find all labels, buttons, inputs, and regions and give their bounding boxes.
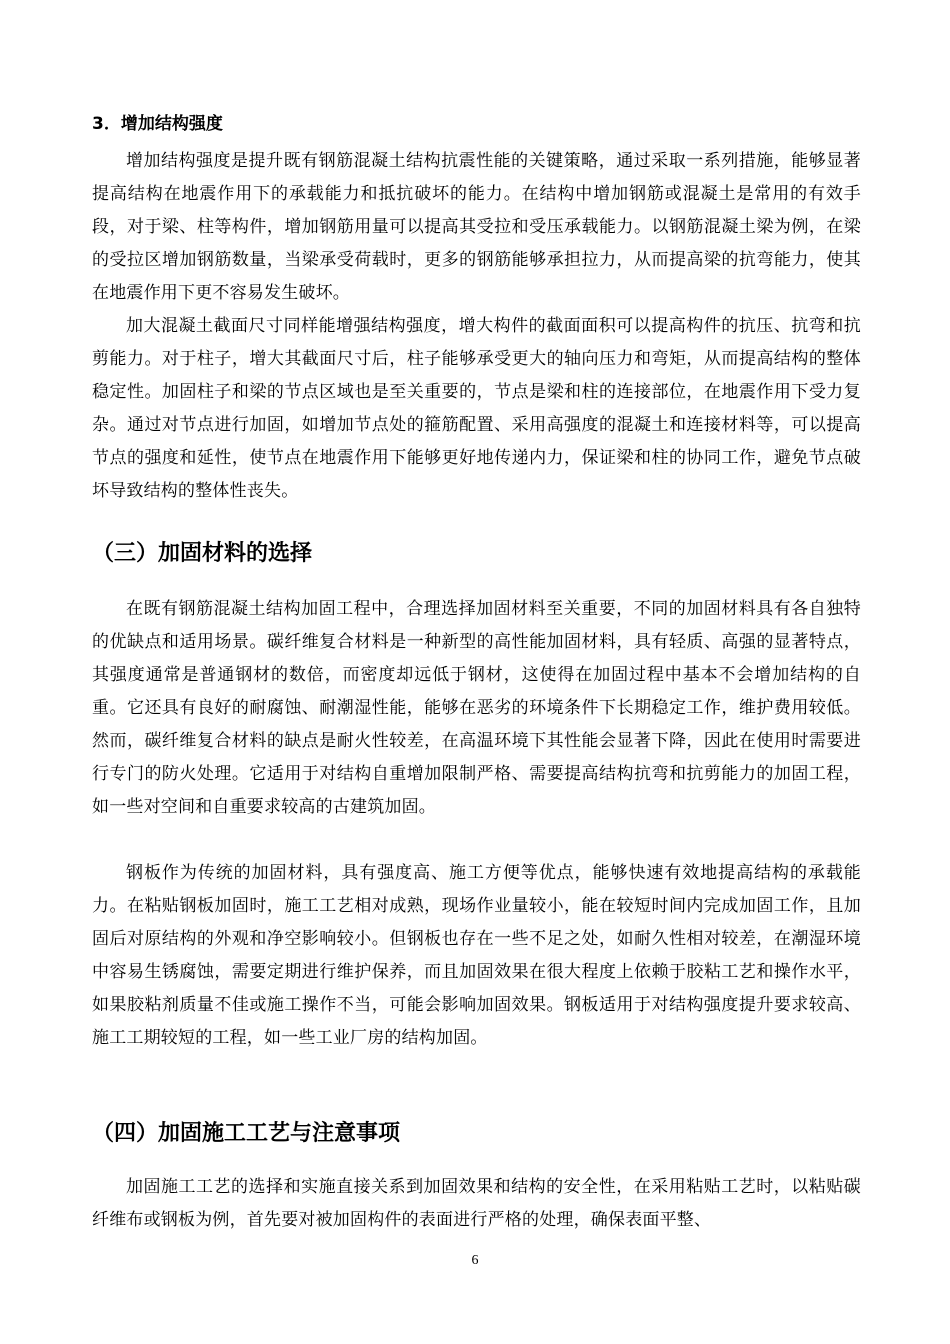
paragraph: 增加结构强度是提升既有钢筋混凝土结构抗震性能的关键策略，通过采取一系列措施，能够显著提高结构在地震作用下的承载能力和抵抗破坏的能力。在结构中增加钢筋或混凝土是常用的有效手段，对于梁、柱等构件，增加钢筋用量可以提高其受拉和受压承载能力。以钢筋混凝土梁为例，在梁的受拉区增加钢筋数量，当梁承受荷载时，更多的钢筋能够承担拉力，从而提高梁的抗弯能力，使其在地震作用下更不容易发生破坏。 xyxy=(92,151,861,303)
paragraph: 加固施工工艺的选择和实施直接关系到加固效果和结构的安全性，在采用粘贴工艺时，以粘贴碳纤维布或钢板为例，首先要对被加固构件的表面进行严格的处理，确保表面平整、 xyxy=(92,1177,861,1230)
section-heading: （四）加固施工工艺与注意事项 xyxy=(92,1121,401,1146)
paragraph: 在既有钢筋混凝土结构加固工程中，合理选择加固材料至关重要，不同的加固材料具有各自独特的优缺点和适用场景。碳纤维复合材料是一种新型的高性能加固材料，具有轻质、高强的显著特点，其强度通常是普通钢材的数倍，而密度却远低于钢材，这使得在加固过程中基本不会增加结构的自重。它还具有良好的耐腐蚀、耐潮湿性能，能够在恶劣的环境条件下长期稳定工作，维护费用较低。然而，碳纤维复合材料的缺点是耐火性较差，在高温环境下其性能会显著下降，因此在使用时需要进行专门的防火处理。它适用于对结构自重增加限制严格、需要提高结构抗弯和抗剪能力的加固工程，如一些对空间和自重要求较高的古建筑加固。 xyxy=(92,599,861,817)
page-number: 6 xyxy=(471,1253,479,1268)
subsection-heading: 3．增加结构强度 xyxy=(92,114,223,134)
paragraph: 加大混凝土截面尺寸同样能增强结构强度，增大构件的截面面积可以提高构件的抗压、抗弯和抗剪能力。对于柱子，增大其截面尺寸后，柱子能够承受更大的轴向压力和弯矩，从而提高结构的整体稳定性。加固柱子和梁的节点区域也是至关重要的，节点是梁和柱的连接部位，在地震作用下受力复杂。通过对节点进行加固，如增加节点处的箍筋配置、采用高强度的混凝土和连接材料等，可以提高节点的强度和延性，使节点在地震作用下能够更好地传递内力，保证梁和柱的协同工作，避免节点破坏导致结构的整体性丧失。 xyxy=(92,316,861,501)
paragraph: 钢板作为传统的加固材料，具有强度高、施工方便等优点，能够快速有效地提高结构的承载能力。在粘贴钢板加固时，施工工艺相对成熟，现场作业量较小，能在较短时间内完成加固工作，且加固后对原结构的外观和净空影响较小。但钢板也存在一些不足之处，如耐久性相对较差，在潮湿环境中容易生锈腐蚀，需要定期进行维护保养，而且加固效果在很大程度上依赖于胶粘工艺和操作水平，如果胶粘剂质量不佳或施工操作不当，可能会影响加固效果。钢板适用于对结构强度提升要求较高、施工工期较短的工程，如一些工业厂房的结构加固。 xyxy=(92,863,861,1048)
section-heading: （三）加固材料的选择 xyxy=(92,541,313,566)
